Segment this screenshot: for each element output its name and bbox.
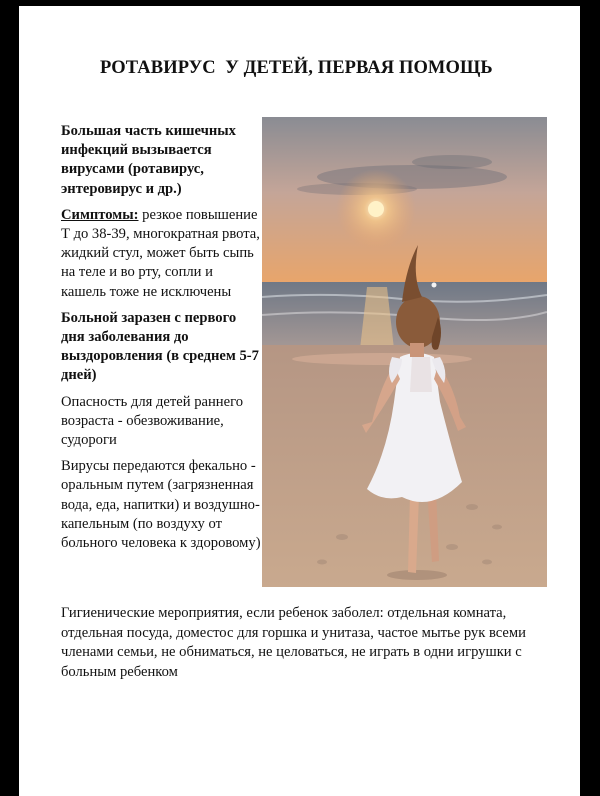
intro-paragraph: Большая часть кишечных инфекций вызывается вирусами (ротавирус, энтеровирус и др.)	[61, 123, 236, 197]
symptoms-paragraph	[61, 206, 261, 302]
page-title: РОТАВИРУС У ДЕТЕЙ, ПЕРВАЯ ПОМОЩЬ	[100, 58, 493, 78]
contagious-paragraph: Больной заразен с первого дня заболевания до выздоровления (в среднем 5-7 дней)	[61, 309, 259, 384]
danger-paragraph: Опасность для детей раннего возраста - обезвоживание, судороги	[61, 393, 244, 449]
hygiene-paragraph: Гигиенические мероприятия, если ребенок заболел: отдельная комната, отдельная посуда, доместос для горшка и унитаза, частое мытье рук всеми членами семьи, не обниматься, не целоваться, не играть в одни игрушки с больным ребенком	[61, 605, 526, 680]
symptoms-label: Симптомы:	[61, 206, 139, 223]
left-text-column	[61, 122, 261, 560]
beach-sunset-image	[262, 117, 547, 587]
beach-photo	[262, 117, 547, 587]
transmission-paragraph: Вирусы передаются фекально - оральным путем (загрязненная вода, еда, напитки) и воздушно-капельным (по воздуху от больного человека к здоровому)	[61, 458, 261, 552]
symptoms-text: резкое повышение Т до 38-39, многократная рвота, жидкий стул, может быть сыпь на теле и во рту, сопли и кашель тоже не исключены	[61, 206, 260, 300]
document-page	[19, 6, 580, 796]
